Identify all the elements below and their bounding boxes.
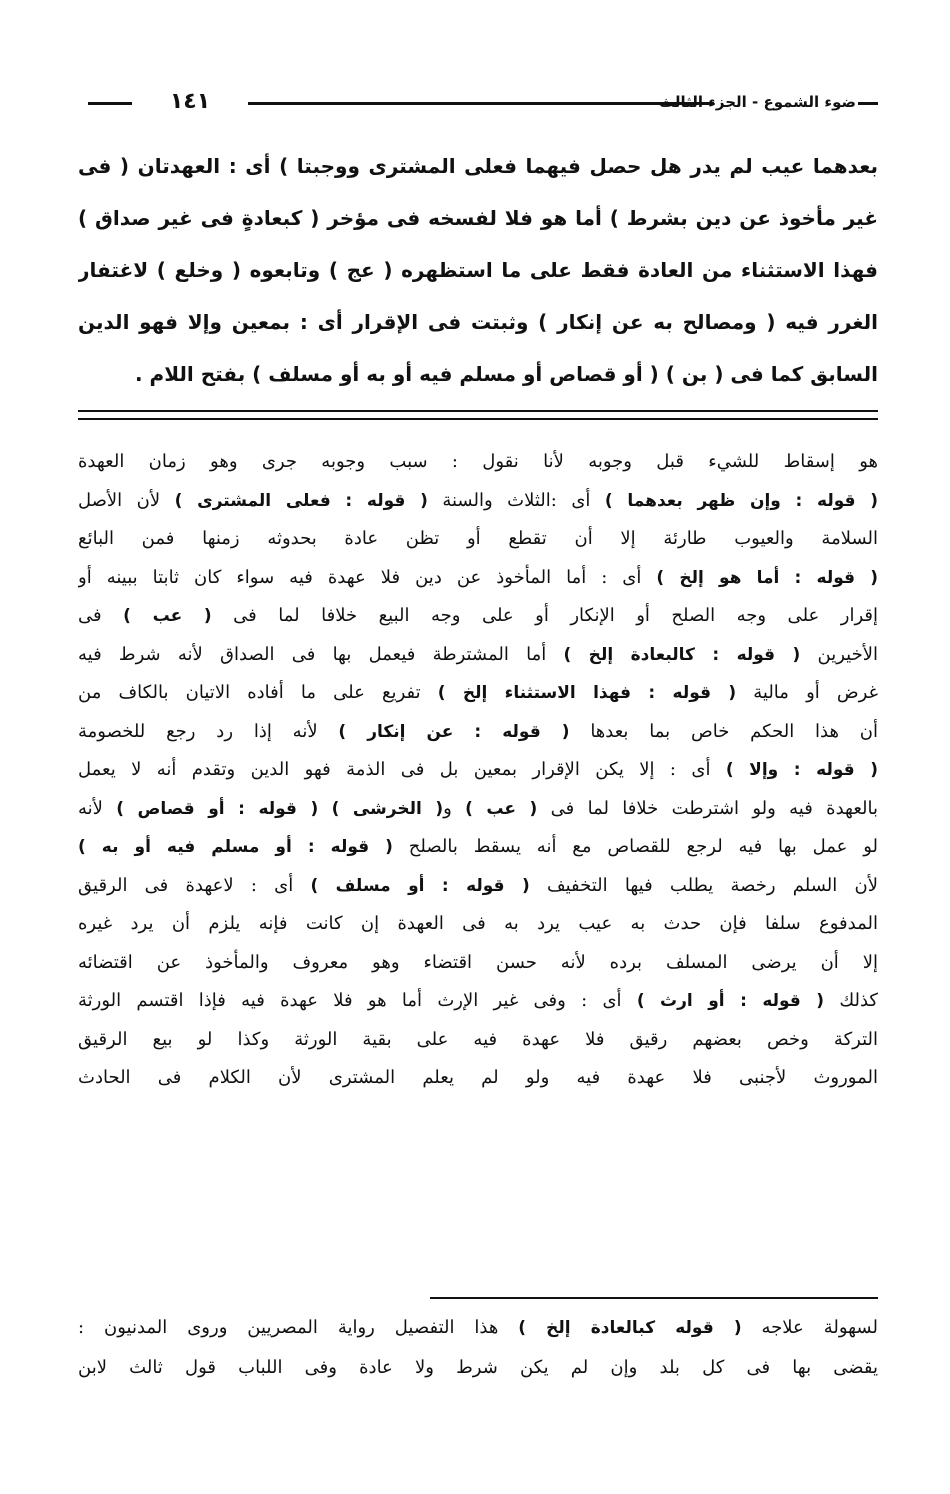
commentary-lemma: ( قوله : عن إنكار ) [338,721,570,742]
commentary-text: و [443,797,466,819]
commentary-lemma: ( قوله : أو مسلف ) [310,875,530,896]
footnote-text: لسهولة علاجه [741,1317,878,1338]
commentary-lemma: ( قوله : كالبعادة إلخ ) [563,644,801,665]
running-header [88,88,878,118]
commentary-line [78,790,878,829]
commentary-line [78,944,878,983]
main-text-line: بعدهما عيب لم يدر هل حصل فيهما فعلى المشترى ووجبتا ) أى : العهدتان ( فى [78,154,878,178]
commentary-line [78,520,878,559]
commentary-text: إقرار على وجه الصلح أو الإنكار أو على وجه البيع خلافا لما فى [211,605,878,626]
header-rule-left [88,102,132,105]
footnote-line [78,1348,878,1388]
commentary-text: إلا أن يرضى المسلف برده لأنه حسن اقتضاء وهو معروف والمأخوذ عن اقتضائه [78,951,878,973]
main-text-line: السابق كما فى ( بن ) ( أو قصاص أو مسلم فيه أو به أو مسلف ) بفتح اللام . [135,362,878,386]
commentary-lemma: ( قوله : أو مسلم فيه أو به ) [78,837,393,857]
commentary-text: أما المشترطة فيعمل بها فى الصداق لأنه شرط فيه [78,643,564,665]
commentary-text: أى : إلا يكن الإقرار بمعين بل فى الذمة فهو الدين وتقدم أنه لا يعمل [78,759,726,780]
commentary-line [78,674,878,713]
commentary-text: أن هذا الحكم خاص بما بعدها [569,720,878,742]
commentary-lemma: ( عب ) [465,798,538,819]
commentary-text: تفريع على ما أفاده الاتيان بالكاف من [78,682,438,703]
commentary-text: لأنه [78,797,117,819]
commentary-line [78,713,878,752]
commentary-text: الأخيرين [800,643,878,665]
commentary-text: بالعهدة فيه ولو اشترطت خلافا لما فى [537,797,878,819]
header-rule-middle [248,102,714,105]
commentary-lemma: ( قوله : أو ارث ) [636,991,825,1011]
commentary-text: كذلك [824,990,878,1011]
commentary-line [78,443,878,482]
footnote-line [78,1308,878,1348]
commentary-line [78,636,878,675]
commentary-text: أى : وفى غير الإرث أما هو فلا عهدة فيه فإذا اقتسم الورثة [78,990,637,1011]
commentary-lemma: ( قوله : أو قصاص ) [116,798,319,819]
commentary-lemma: ( قوله : وإن ظهر بعدهما ) [604,490,878,511]
footnote-text: يقضى بها فى كل بلد وإن لم يكن شرط ولا عادة وفى اللباب قول ثالث لابن [78,1357,878,1378]
footnote-text: هذا التفصيل رواية المصريين وروى المدنيون : [78,1317,519,1338]
main-text [78,140,878,400]
commentary-lemma: ( قوله : فعلى المشترى ) [174,490,428,511]
commentary-line [78,482,878,521]
commentary-line [78,1021,878,1060]
commentary-text: فى [78,605,124,626]
commentary-text: أى :الثلاث والسنة [427,489,605,511]
commentary-text: السلامة والعيوب طارئة إلا أن تقطع أو تظن عادة بحدوثه زمنها فمن البائع [78,528,878,549]
commentary-text: لأن الأصل [78,489,175,511]
commentary-line [78,982,878,1021]
commentary-text [318,798,331,819]
commentary-line [78,559,878,598]
commentary-line [78,867,878,906]
commentary-text: لأن السلم رخصة يطلب فيها التخفيف [529,874,878,896]
footnote [78,1308,878,1388]
page-number: ١٤١ [169,89,211,114]
commentary-text: المدفوع سلفا فإن حدث به عيب يرد به فى العهدة إن كانت فإنه يلزم أن يرد غيره [78,913,878,934]
commentary-line [78,751,878,790]
commentary-lemma: ( الخرشى ) [331,798,444,819]
commentary-text: لأنه إذا رد رجع للخصومة [78,720,339,742]
main-text-line: غير مأخوذ عن دين بشرط ) أما هو فلا لفسخه فى مؤخر ( كبعادةٍ فى غير صداق ) [78,206,878,230]
commentary-lemma: ( عب ) [123,606,212,626]
main-text-line: فهذا الاستثناء من العادة فقط على ما استظهره ( عج ) وتابعوه ( وخلع ) لاغتفار [78,258,878,282]
section-divider-bottom [78,418,878,420]
commentary-lemma: ( قوله : أما هو إلخ ) [656,567,878,588]
commentary-line [78,905,878,944]
commentary-text: أى : أما المأخوذ عن دين فلا عهدة فيه سواء كان ثابتا ببينه أو [78,566,657,588]
footnote-separator [430,1297,878,1299]
commentary-text: التركة وخص بعضهم رقيق فلا عهدة فيه على بقية الورثة وكذا لو بيع الرقيق [78,1028,878,1050]
commentary-lemma: ( قوله : وإلا ) [725,760,878,780]
section-divider-top [78,410,878,412]
commentary-line [78,597,878,636]
commentary-text: هو إسقاط للشيء قبل وجوبه لأنا نقول : سبب وجوبه جرى وهو زمان العهدة [78,451,878,472]
commentary-text: الموروث لأجنبى فلا عهدة فيه ولو لم يعلم المشترى لأن الكلام فى الحادث [78,1067,878,1088]
commentary-text: غرض أو مالية [736,682,878,703]
commentary-line [78,828,878,867]
header-rule-right [858,102,878,105]
commentary-line [78,1059,878,1098]
commentary-lemma: ( قوله : فهذا الاستثناء إلخ ) [437,683,737,703]
footnote-lemma: ( قوله كبالعادة إلخ ) [518,1318,742,1338]
commentary-text: لو عمل بها فيه لرجع للقصاص مع أنه يسقط بالصلح [392,836,878,857]
commentary-text: أى : لاعهدة فى الرقيق [78,874,311,896]
commentary [78,443,878,1098]
running-title: ضوء الشموع - الجزء الثالث [658,93,856,111]
main-text-line: الغرر فيه ( ومصالح به عن إنكار ) وثبتت فى الإقرار أى : بمعين وإلا فهو الدين [78,310,878,334]
